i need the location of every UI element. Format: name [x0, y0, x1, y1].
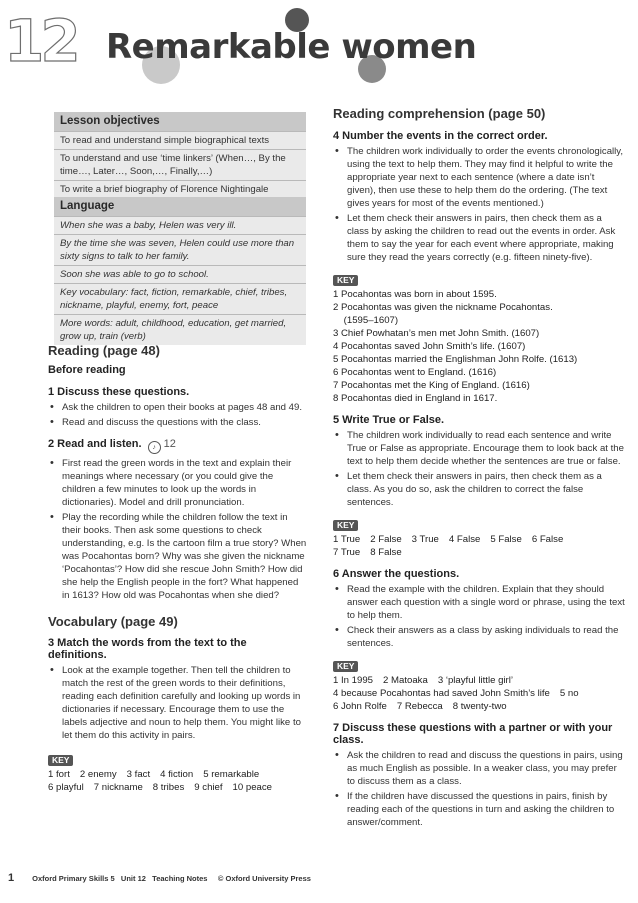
box-heading: Language: [54, 197, 306, 216]
audio-cd-icon: ♪: [148, 441, 161, 454]
section-heading: Reading comprehension (page 50): [333, 106, 546, 121]
bullet: • Check their answers as a class by asking individuals to read the sentences.: [333, 624, 625, 650]
exercise-title: 6 Answer the questions.: [333, 568, 460, 580]
key-answer: 6 Pocahontas went to England. (1616): [333, 367, 497, 378]
bullet: • Read the example with the children. Explain that they should answer each question with a single word or phrase, using the text to help them.: [333, 583, 625, 622]
subheading: Before reading: [48, 364, 126, 376]
key-answers: 1 fort 2 enemy 3 fact 4 fiction 5 remarkable: [48, 769, 260, 780]
exercise-title: 4 Number the events in the correct order.: [333, 130, 548, 142]
footer-text: Oxford Primary Skills 5 Unit 12 Teaching Notes © Oxford University Press: [32, 874, 311, 883]
objective-row: To write a brief biography of Florence Nightingale: [54, 180, 306, 198]
section-heading: Reading (page 48): [48, 343, 160, 358]
bullet: • The children work individually to order the events chronologically, using the text to help them. They may find it helpful to write the appropriate year next to each sentence (where a date isn’t given), then use these to help them do the ordering. (The text gives years for most of the events mentioned.): [333, 145, 625, 210]
language-row: By the time she was seven, Helen could use more than sixty signs to talk to her family.: [54, 234, 306, 265]
exercise-title: 1 Discuss these questions.: [48, 386, 190, 398]
page-number: 1: [8, 872, 15, 884]
language-row: Soon she was able to go to school.: [54, 265, 306, 283]
key-answer: 7 Pocahontas met the King of England. (1616): [333, 380, 530, 391]
exercise-title: 5 Write True or False.: [333, 414, 445, 426]
exercise-title-text: 2 Read and listen.: [48, 438, 142, 450]
objective-row: To read and understand simple biographical texts: [54, 131, 306, 149]
right-column: [333, 106, 625, 829]
page-title: Remarkable women: [106, 27, 477, 67]
key-answer: 4 Pocahontas saved John Smith’s life. (1607): [333, 341, 526, 352]
exercise-title: 7 Discuss these questions with a partner or with your class.: [333, 722, 613, 746]
key-answers: 7 True 8 False: [333, 547, 402, 558]
language-row: Key vocabulary: fact, fiction, remarkable, chief, tribes, nickname, playful, enemy, fort, peace: [54, 283, 306, 314]
bullet: • Play the recording while the children follow the text in their books. Then ask some questions to check understanding, e.g. Is the cartoon film a true story? When was Pocahontas born? Why was she given the nickname ‘Pocahontas’? How did she rescue John Smith? How did she help the English people in the fort? What happened in 1613? How old was Pocahontas when she died?: [48, 511, 308, 602]
key-answer: 1 Pocahontas was born in about 1595.: [333, 289, 497, 300]
section-heading: Vocabulary (page 49): [48, 614, 178, 629]
lesson-objectives-box: [54, 112, 306, 198]
bullet: • Let them check their answers in pairs, then check them as a class. As you do so, ask the children to correct the false sentences.: [333, 470, 625, 509]
key-answer: 5 Pocahontas married the Englishman John Rolfe. (1613): [333, 354, 578, 365]
bullet: • Ask the children to read and discuss the questions in pairs, using as much English as possible. In a weaker class, you may prefer to discuss them as a class.: [333, 749, 625, 788]
key-answers: 6 John Rolfe 7 Rebecca 8 twenty-two: [333, 701, 507, 712]
exercise-title: 3 Match the words from the text to the definitions.: [48, 637, 247, 661]
track-number: 12: [163, 438, 176, 450]
key-badge: KEY: [48, 755, 73, 766]
key-answers: 1 True 2 False 3 True 4 False 5 False 6 False: [333, 534, 564, 545]
bullet: • First read the green words in the text and explain their meanings where necessary (or you could give the children a few minutes to look up the words in dictionaries). Model and drill pronunciation.: [48, 457, 308, 509]
language-row: When she was a baby, Helen was very ill.: [54, 216, 306, 234]
language-box: [54, 197, 306, 345]
key-badge: KEY: [333, 520, 358, 531]
bullet: • Let them check their answers in pairs, then check them as a class by asking the children to read out the events in order. Ask them to say the year for each event where appropriate, making sure they read the years correctly (e.g. fifteen ninety-five).: [333, 212, 625, 264]
key-answers: 1 In 1995 2 Matoaka 3 ‘playful little girl’: [333, 675, 514, 686]
key-answer: (1595–1607): [333, 315, 399, 326]
bullet: • Look at the example together. Then tell the children to match the rest of the green words to their definitions, reading each definition carefully and looking up words in dictionaries if necessary. Encourage them to use the labels adjective and noun to help them. You might like to let them do this activity in pairs.: [48, 664, 308, 742]
language-row: More words: adult, childhood, education, get married, grow up, train (verb): [54, 314, 306, 345]
left-column: [48, 343, 308, 794]
bullet: • The children work individually to read each sentence and write True or False as appropriate. Encourage them to look back at the text to help them decide whether the sentences are true or false.: [333, 429, 625, 468]
objective-row: To understand and use ‘time linkers’ (When…, By the time…, Later…, Soon,…, Finally,…): [54, 149, 306, 180]
key-answer: 3 Chief Powhatan’s men met John Smith. (1607): [333, 328, 540, 339]
page-footer: [8, 872, 311, 884]
key-answer: 2 Pocahontas was given the nickname Pocahontas.: [333, 302, 553, 313]
unit-number: 12: [4, 7, 77, 75]
bullet: • Read and discuss the questions with the class.: [48, 416, 308, 429]
key-answer: 8 Pocahontas died in England in 1617.: [333, 393, 498, 404]
key-answers: 4 because Pocahontas had saved John Smith’s life 5 no: [333, 688, 579, 699]
key-badge: KEY: [333, 661, 358, 672]
key-answers: 6 playful 7 nickname 8 tribes 9 chief 10 peace: [48, 782, 273, 793]
bullet: • Ask the children to open their books at pages 48 and 49.: [48, 401, 308, 414]
exercise-title: [48, 438, 308, 454]
bullet: • If the children have discussed the questions in pairs, finish by reading each of the questions in turn and asking the children to answer/comment.: [333, 790, 625, 829]
box-heading: Lesson objectives: [54, 112, 306, 131]
key-badge: KEY: [333, 275, 358, 286]
